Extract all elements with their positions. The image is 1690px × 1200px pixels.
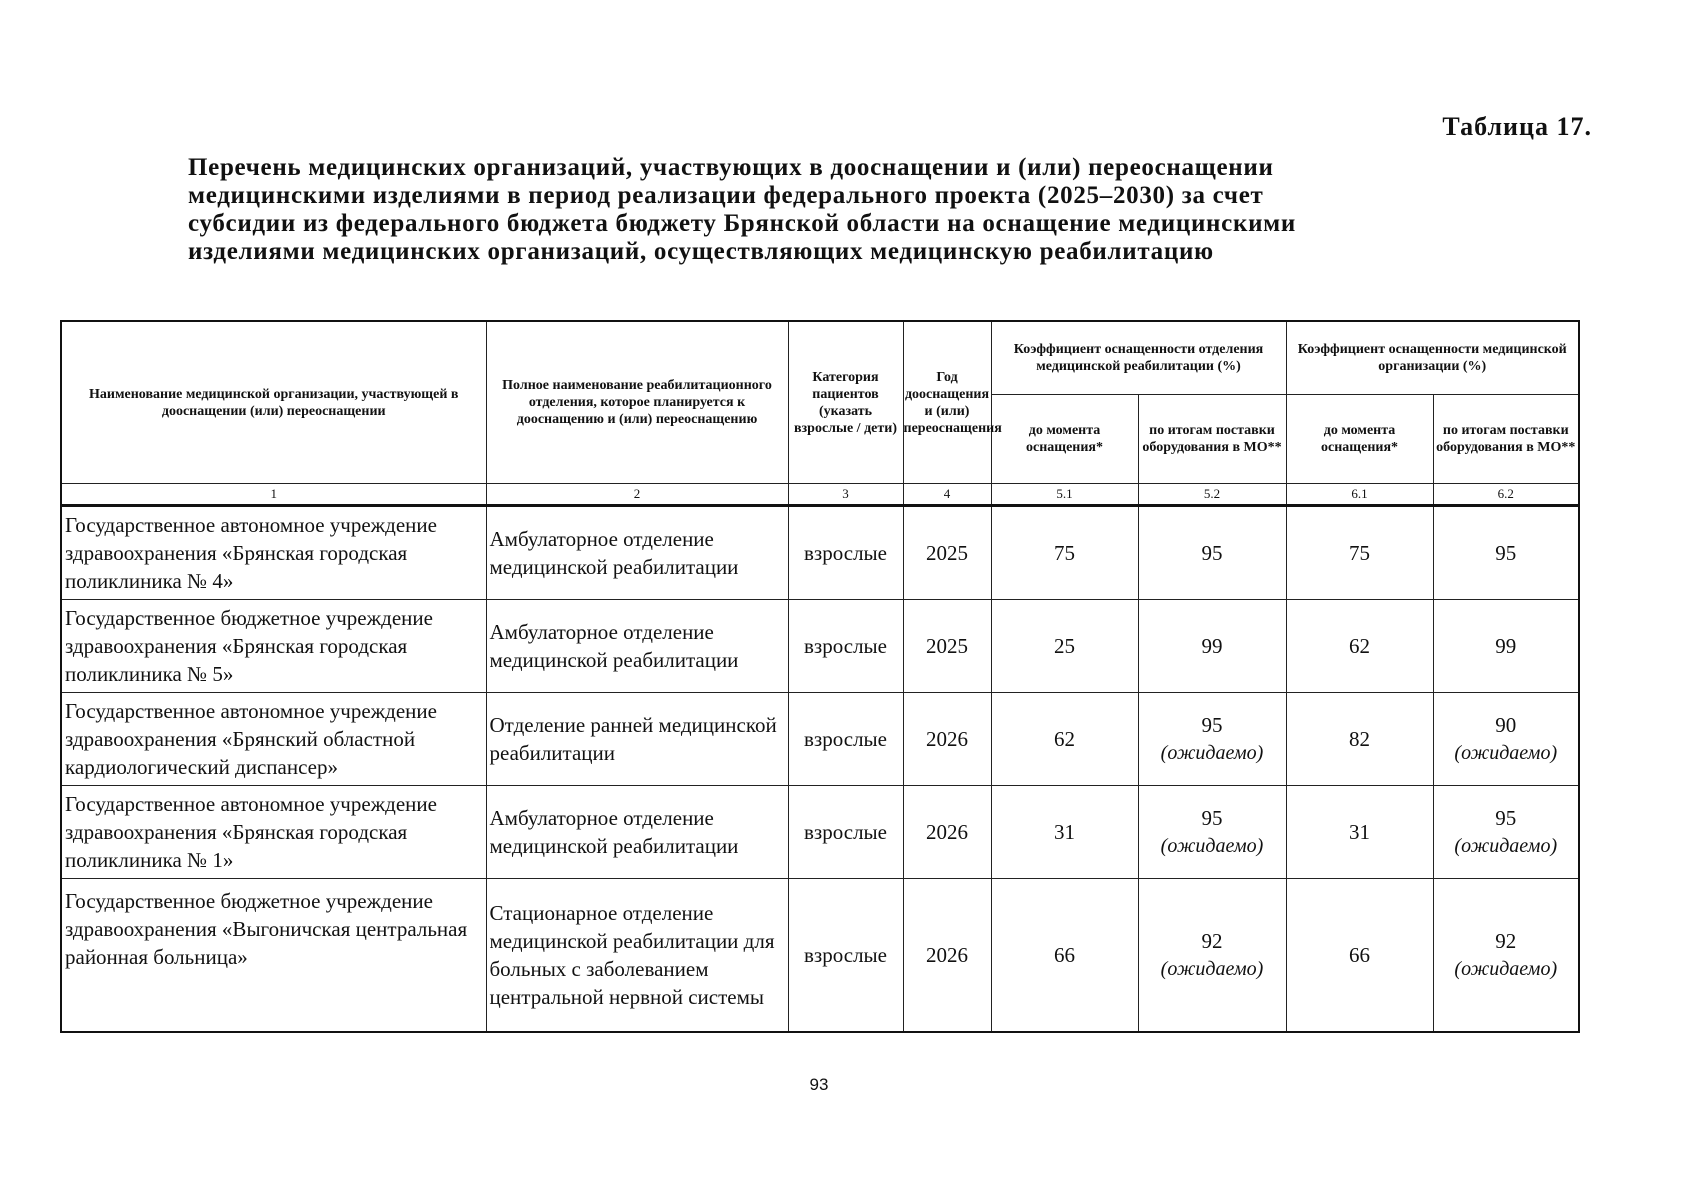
column-number: 5.1: [991, 484, 1138, 506]
title-line: субсидии из федерального бюджета бюджету Брянской области на оснащение медицинскими: [188, 210, 1297, 237]
org-after-cell: [1433, 879, 1579, 1033]
column-number: 6.1: [1286, 484, 1433, 506]
column-number: 1: [61, 484, 486, 506]
value: 95: [1201, 806, 1223, 830]
header-dept-before: до момента оснащения*: [991, 395, 1138, 484]
value: 92: [1495, 929, 1517, 953]
expected-note: (ожидаемо): [1160, 958, 1264, 980]
table-label: Таблица 17.: [1442, 112, 1592, 141]
value: 92: [1201, 929, 1223, 953]
expected-note: (ожидаемо): [1454, 835, 1558, 857]
header-row: [61, 321, 1579, 395]
org-name-cell: Государственное автономное учреждение здравоохранения «Брянская городская поликлиника № 4»: [61, 506, 486, 600]
dept-name-cell: Отделение ранней медицинской реабилитации: [486, 693, 788, 786]
header-dept-coefficient: Коэффициент оснащенности отделения медицинской реабилитации (%): [991, 321, 1286, 395]
dept-before-cell: 75: [991, 506, 1138, 600]
year-cell: 2025: [903, 600, 991, 693]
org-after-cell: [1433, 693, 1579, 786]
title-line: Перечень медицинских организаций, участвующих в дооснащении и (или) переоснащении: [188, 154, 1274, 181]
org-after-cell: [1433, 506, 1579, 600]
table-row: [61, 506, 1579, 600]
category-cell: взрослые: [788, 693, 903, 786]
year-cell: 2025: [903, 506, 991, 600]
table-row: [61, 693, 1579, 786]
dept-name-cell: Амбулаторное отделение медицинской реабилитации: [486, 506, 788, 600]
dept-name-cell: Амбулаторное отделение медицинской реабилитации: [486, 786, 788, 879]
column-number: 4: [903, 484, 991, 506]
year-cell: 2026: [903, 879, 991, 1033]
header-org-name: Наименование медицинской организации, участвующей в дооснащении (или) переоснащении: [61, 321, 486, 484]
value: 99: [1201, 634, 1223, 658]
org-before-cell: 31: [1286, 786, 1433, 879]
category-cell: взрослые: [788, 786, 903, 879]
org-after-cell: [1433, 786, 1579, 879]
column-number-row: [61, 484, 1579, 506]
expected-note: (ожидаемо): [1160, 835, 1264, 857]
column-number: 3: [788, 484, 903, 506]
document-title: [188, 154, 1488, 266]
organizations-table: [60, 320, 1580, 1033]
value: 99: [1495, 634, 1517, 658]
header-org-before: до момента оснащения*: [1286, 395, 1433, 484]
org-before-cell: 82: [1286, 693, 1433, 786]
dept-before-cell: 25: [991, 600, 1138, 693]
header-dept-after: по итогам поставки оборудования в МО**: [1138, 395, 1286, 484]
expected-note: (ожидаемо): [1454, 958, 1558, 980]
table-row: [61, 879, 1579, 1033]
value: 90: [1495, 713, 1517, 737]
dept-after-cell: [1138, 786, 1286, 879]
org-name-cell: Государственное бюджетное учреждение здравоохранения «Брянская городская поликлиника № 5»: [61, 600, 486, 693]
header-org-coefficient: Коэффициент оснащенности медицинской организации (%): [1286, 321, 1579, 395]
org-name-cell: Государственное автономное учреждение здравоохранения «Брянская городская поликлиника № 1»: [61, 786, 486, 879]
dept-after-cell: [1138, 600, 1286, 693]
category-cell: взрослые: [788, 600, 903, 693]
dept-before-cell: 62: [991, 693, 1138, 786]
dept-after-cell: [1138, 506, 1286, 600]
dept-before-cell: 31: [991, 786, 1138, 879]
dept-name-cell: Амбулаторное отделение медицинской реабилитации: [486, 600, 788, 693]
value: 95: [1201, 541, 1223, 565]
org-before-cell: 62: [1286, 600, 1433, 693]
org-after-cell: [1433, 600, 1579, 693]
column-number: 2: [486, 484, 788, 506]
header-category: Категория пациентов (указать взрослые / дети): [788, 321, 903, 484]
year-cell: 2026: [903, 786, 991, 879]
header-dept-name: Полное наименование реабилитационного отделения, которое планируется к дооснащению и (или) переоснащению: [486, 321, 788, 484]
header-year: Год дооснащения и (или) переоснащения: [903, 321, 991, 484]
column-number: 6.2: [1433, 484, 1579, 506]
expected-note: (ожидаемо): [1454, 742, 1558, 764]
org-name-cell: Государственное бюджетное учреждение здравоохранения «Выгоничская центральная районная больница»: [61, 879, 486, 1033]
category-cell: взрослые: [788, 506, 903, 600]
page-number: 93: [809, 1075, 829, 1094]
title-line: изделиями медицинских организаций, осуществляющих медицинскую реабилитацию: [188, 238, 1214, 265]
column-number: 5.2: [1138, 484, 1286, 506]
value: 95: [1495, 806, 1517, 830]
table-row: [61, 786, 1579, 879]
dept-after-cell: [1138, 693, 1286, 786]
title-line: медицинскими изделиями в период реализации федерального проекта (2025–2030) за счет: [188, 182, 1264, 209]
dept-before-cell: 66: [991, 879, 1138, 1033]
org-before-cell: 66: [1286, 879, 1433, 1033]
category-cell: взрослые: [788, 879, 903, 1033]
header-org-after: по итогам поставки оборудования в МО**: [1433, 395, 1579, 484]
org-before-cell: 75: [1286, 506, 1433, 600]
dept-name-cell: Стационарное отделение медицинской реабилитации для больных с заболеванием центральной нервной системы: [486, 879, 788, 1033]
org-name-cell: Государственное автономное учреждение здравоохранения «Брянский областной кардиологический диспансер»: [61, 693, 486, 786]
dept-after-cell: [1138, 879, 1286, 1033]
table-row: [61, 600, 1579, 693]
year-cell: 2026: [903, 693, 991, 786]
expected-note: (ожидаемо): [1160, 742, 1264, 764]
value: 95: [1201, 713, 1223, 737]
value: 95: [1495, 541, 1517, 565]
